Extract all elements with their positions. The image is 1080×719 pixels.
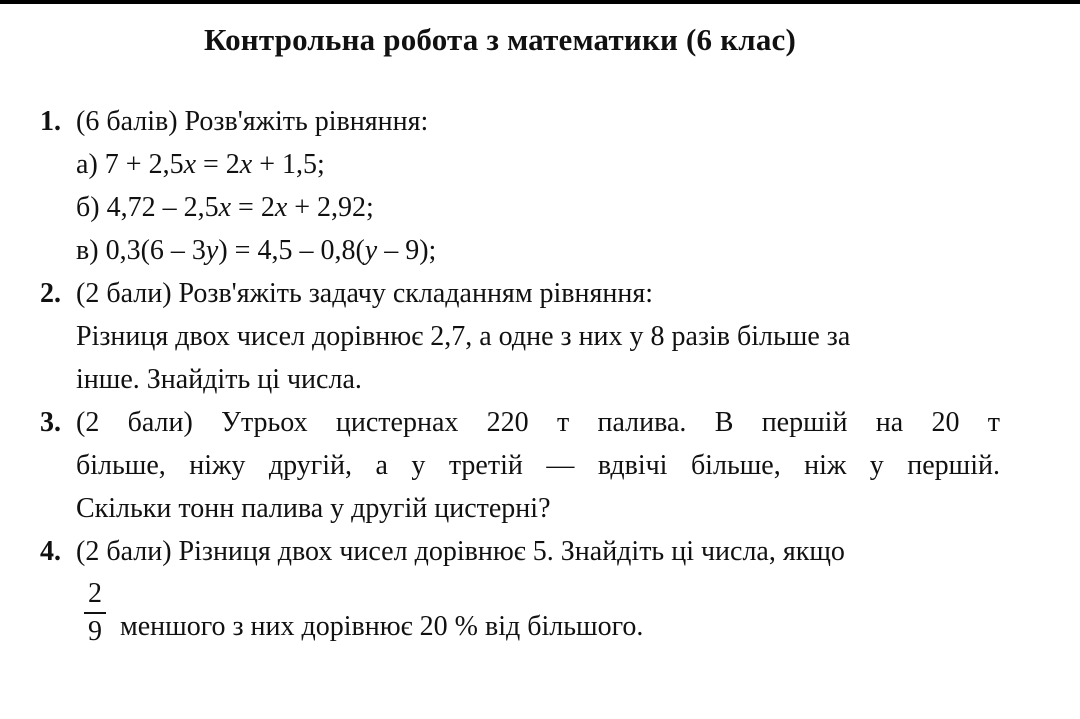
problem-line: інше. Знайдіть ці числа. [76, 364, 362, 395]
equation-b: б) 4,72 – 2,5x = 2x + 2,92; [76, 192, 374, 223]
problem-line: (2 бали) Розв'яжіть задачу складанням рівняння: [76, 278, 654, 309]
problem-list [40, 100, 1000, 648]
problem-1 [40, 100, 1000, 272]
problem-number: 3. [40, 407, 61, 438]
fraction [84, 579, 106, 647]
fraction-bar [84, 612, 106, 614]
problem-line: Скільки тонн палива у другій цистерні? [76, 493, 551, 524]
problem-line: (6 балів) Розв'яжіть рівняння: [76, 106, 429, 137]
problem-body [76, 100, 1000, 272]
problem-line: Різниця двох чисел дорівнює 2,7, а одне з них у 8 разів більше за [76, 321, 851, 352]
problem-body [76, 401, 1000, 530]
problem-line: (2 бали) Утрьох цистернах 220 т палива. В першій на 20 т [76, 407, 1000, 438]
problem-number: 1. [40, 106, 61, 137]
fraction-text: меншого з них дорівнює 20 % від більшого. [120, 611, 644, 642]
problem-body [76, 530, 1000, 648]
problem-line: більше, ніжу другій, а у третій — вдвічі більше, ніж у першій. [76, 450, 1000, 481]
equation-a: а) 7 + 2,5x = 2x + 1,5; [76, 149, 325, 180]
problem-2 [40, 272, 1000, 401]
problem-3 [40, 401, 1000, 530]
problem-body [76, 272, 1000, 401]
fraction-line [76, 577, 1000, 648]
problem-line: (2 бали) Різниця двох чисел дорівнює 5. Знайдіть ці числа, якщо [76, 536, 845, 567]
page-title: Контрольна робота з математики (6 клас) [203, 22, 797, 57]
fraction-numerator: 2 [88, 577, 102, 609]
problem-number: 2. [40, 278, 61, 309]
top-border [0, 0, 1080, 4]
fraction-denominator: 9 [88, 615, 102, 647]
problem-4 [40, 530, 1000, 648]
problem-number: 4. [40, 536, 61, 567]
equation-c: в) 0,3(6 – 3y) = 4,5 – 0,8(y – 9); [76, 235, 437, 266]
